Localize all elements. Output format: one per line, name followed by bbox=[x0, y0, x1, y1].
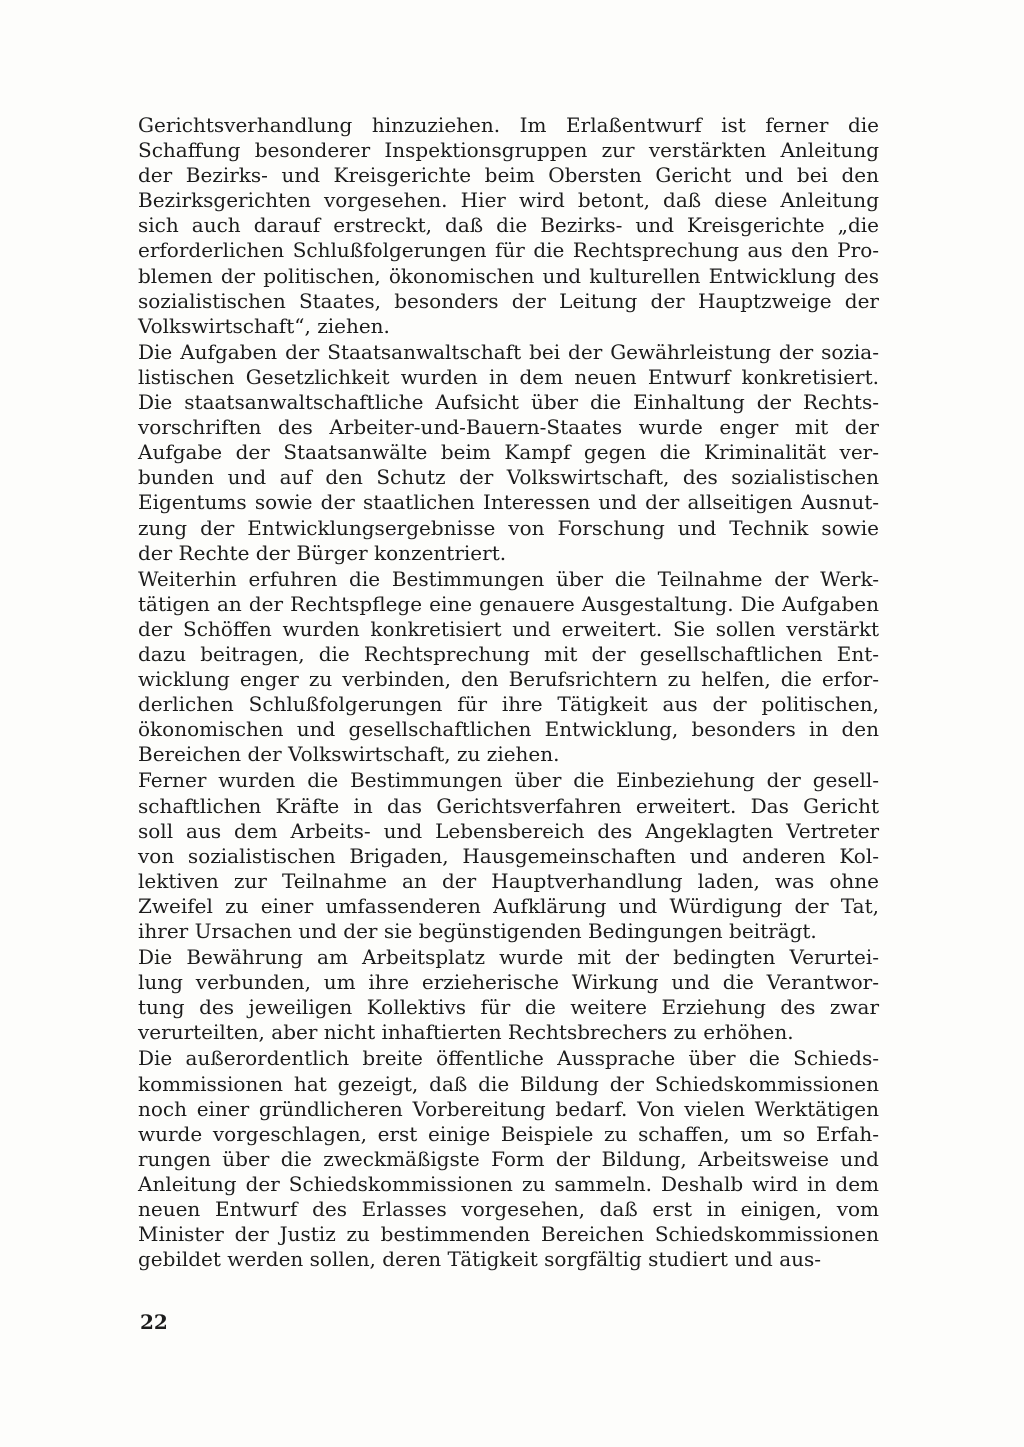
paragraph bbox=[138, 567, 879, 768]
text-line: tätigen an der Rechtspflege eine genauere Ausgestaltung. Die Aufgaben bbox=[138, 591, 879, 616]
text-line: Weiterhin erfuhren die Bestimmungen über die Teilnahme der Werk- bbox=[138, 566, 879, 591]
text-line: Bezirksgerichten vorgesehen. Hier wird betont, daß diese Anleitung bbox=[138, 188, 879, 213]
text-line: bunden und auf den Schutz der Volkswirtschaft, des sozialistischen bbox=[138, 465, 879, 490]
text-line: Schaffung besonderer Inspektionsgruppen zur verstärkten Anleitung bbox=[138, 138, 879, 163]
paragraph bbox=[138, 768, 879, 944]
text-line: erforderlichen Schlußfolgerungen für die Rechtsprechung aus den Pro- bbox=[138, 238, 879, 263]
text-line: vorschriften des Arbeiter-und-Bauern-Staates wurde enger mit der bbox=[138, 415, 879, 440]
text-line: wicklung enger zu verbinden, den Berufsrichtern zu helfen, die erfor- bbox=[138, 667, 879, 692]
text-line: verurteilten, aber nicht inhaftierten Rechtsbrechers zu erhöhen. bbox=[138, 1020, 794, 1045]
text-line: zung der Entwicklungsergebnisse von Forschung und Technik sowie bbox=[138, 515, 879, 540]
text-line: ökonomischen und gesellschaftlichen Entwicklung, besonders in den bbox=[138, 717, 879, 742]
text-line: Die Bewährung am Arbeitsplatz wurde mit der bedingten Verurtei- bbox=[138, 945, 879, 970]
text-line: gebildet werden sollen, deren Tätigkeit sorgfältig studiert und aus- bbox=[138, 1247, 822, 1272]
paragraph bbox=[138, 945, 879, 1045]
text-line: listischen Gesetzlichkeit wurden in dem neuen Entwurf konkretisiert. bbox=[138, 364, 879, 389]
text-line: tung des jeweiligen Kollektivs für die weitere Erziehung des zwar bbox=[138, 995, 879, 1020]
body-text bbox=[138, 113, 879, 1272]
text-line: noch einer gründlicheren Vorbereitung bedarf. Von vielen Werktätigen bbox=[138, 1096, 879, 1121]
text-line: sich auch darauf erstreckt, daß die Bezirks- und Kreisgerichte „die bbox=[138, 213, 879, 238]
text-line: der Bezirks- und Kreisgerichte beim Obersten Gericht und bei den bbox=[138, 163, 879, 188]
page-number: 22 bbox=[140, 1310, 168, 1334]
text-line: von sozialistischen Brigaden, Hausgemeinschaften und anderen Kol- bbox=[138, 843, 879, 868]
text-line: Bereichen der Volkswirtschaft, zu ziehen. bbox=[138, 742, 560, 767]
text-line: der Rechte der Bürger konzentriert. bbox=[138, 540, 507, 565]
text-line: Anleitung der Schiedskommissionen zu sammeln. Deshalb wird in dem bbox=[138, 1171, 879, 1196]
text-line: sozialistischen Staates, besonders der Leitung der Hauptzweige der bbox=[138, 288, 879, 313]
text-line: neuen Entwurf des Erlasses vorgesehen, daß erst in einigen, vom bbox=[138, 1197, 879, 1222]
text-line: Minister der Justiz zu bestimmenden Bereichen Schiedskommissionen bbox=[138, 1222, 879, 1247]
text-line: derlichen Schlußfolgerungen für ihre Tätigkeit aus der politischen, bbox=[138, 692, 879, 717]
text-line: wurde vorgeschlagen, erst einige Beispiele zu schaffen, um so Erfah- bbox=[138, 1121, 879, 1146]
paragraph bbox=[138, 340, 879, 566]
text-line: ihrer Ursachen und der sie begünstigenden Bedingungen beiträgt. bbox=[138, 919, 817, 943]
text-line: schaftlichen Kräfte in das Gerichtsverfahren erweitert. Das Gericht bbox=[138, 793, 879, 818]
text-line: blemen der politischen, ökonomischen und kulturellen Entwicklung des bbox=[138, 263, 879, 288]
text-line: dazu beitragen, die Rechtsprechung mit der gesellschaftlichen Ent- bbox=[138, 641, 879, 666]
text-line: rungen über die zweckmäßigste Form der Bildung, Arbeitsweise und bbox=[138, 1146, 879, 1171]
text-line: Gerichtsverhandlung hinzuziehen. Im Erlaßentwurf ist ferner die bbox=[138, 113, 879, 137]
text-line: Die außerordentlich breite öffentliche Aussprache über die Schieds- bbox=[138, 1046, 879, 1071]
text-line: lung verbunden, um ihre erzieherische Wirkung und die Verantwor- bbox=[138, 970, 879, 995]
text-line: kommissionen hat gezeigt, daß die Bildung der Schiedskommissionen bbox=[138, 1071, 879, 1096]
text-line: Die staatsanwaltschaftliche Aufsicht über die Einhaltung der Rechts- bbox=[138, 390, 879, 415]
text-line: Ferner wurden die Bestimmungen über die Einbeziehung der gesell- bbox=[138, 768, 879, 793]
text-line: Aufgabe der Staatsanwälte beim Kampf gegen die Kriminalität ver- bbox=[138, 440, 879, 465]
text-line: lektiven zur Teilnahme an der Hauptverhandlung laden, was ohne bbox=[138, 868, 879, 893]
text-line: Zweifel zu einer umfassenderen Aufklärung und Würdigung der Tat, bbox=[138, 893, 879, 918]
text-line: der Schöffen wurden konkretisiert und erweitert. Sie sollen verstärkt bbox=[138, 616, 879, 641]
paragraph bbox=[138, 113, 879, 339]
text-line: Eigentums sowie der staatlichen Interessen und der allseitigen Ausnut- bbox=[138, 490, 879, 515]
text-line: soll aus dem Arbeits- und Lebensbereich des Angeklagten Vertreter bbox=[138, 818, 879, 843]
text-line: Volkswirtschaft“, ziehen. bbox=[138, 313, 390, 338]
paragraph bbox=[138, 1046, 879, 1272]
text-line: Die Aufgaben der Staatsanwaltschaft bei der Gewährleistung der sozia- bbox=[138, 339, 879, 364]
